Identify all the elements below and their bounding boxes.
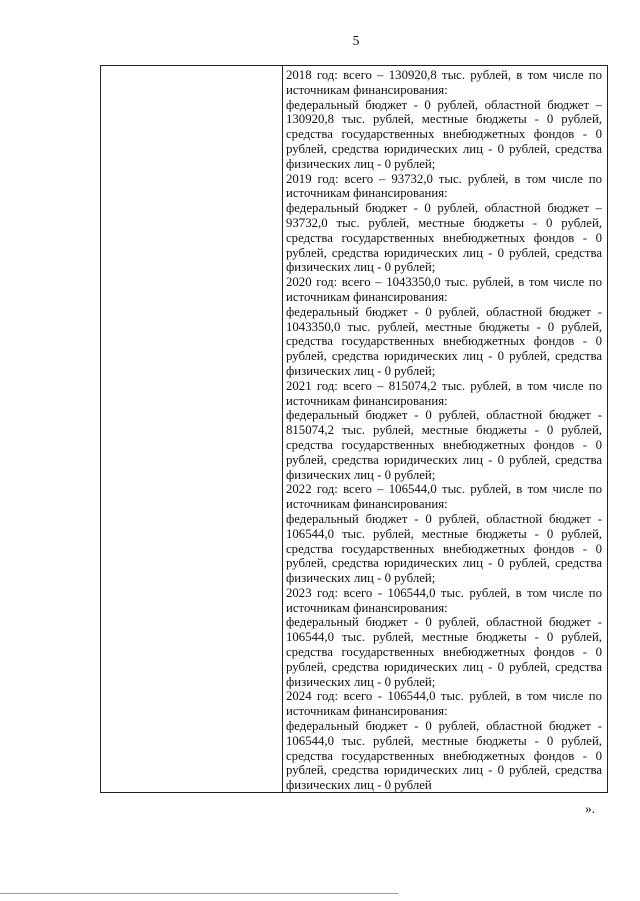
funding-year-entry: [286, 586, 602, 690]
text-line: рублей, средства юридических лиц - 0 рублей, средства: [286, 452, 602, 467]
table-cell-content: [283, 66, 607, 792]
closing-quote-mark: ».: [585, 801, 596, 816]
text-line: источникам финансирования:: [286, 497, 448, 512]
text-line: федеральный бюджет - 0 рублей, областной бюджет -: [286, 304, 602, 319]
text-line: источникам финансирования:: [286, 289, 448, 304]
text-line: источникам финансирования:: [286, 82, 448, 97]
text-line: 2018 год: всего – 130920,8 тыс. рублей, в том числе по: [286, 68, 602, 82]
text-line: источникам финансирования:: [286, 186, 448, 201]
text-line: 1043350,0 тыс. рублей, местные бюджеты - 0 рублей,: [286, 319, 602, 334]
text-line: рублей, средства юридических лиц - 0 рублей, средства: [286, 141, 602, 156]
text-line: федеральный бюджет - 0 рублей, областной бюджет -: [286, 408, 602, 423]
text-line: федеральный бюджет - 0 рублей, областной бюджет –: [286, 97, 602, 112]
text-line: 2019 год: всего – 93732,0 тыс. рублей, в том числе по: [286, 171, 602, 186]
text-line: рублей, средства юридических лиц - 0 рублей, средства: [286, 556, 602, 571]
text-line: физических лиц - 0 рублей;: [286, 156, 436, 171]
text-line: рублей, средства юридических лиц - 0 рублей, средства: [286, 763, 602, 778]
text-line: 2020 год: всего – 1043350,0 тыс. рублей, в том числе по: [286, 275, 602, 290]
text-line: рублей, средства юридических лиц - 0 рублей, средства: [286, 245, 602, 260]
funding-year-entry: [286, 68, 602, 172]
text-line: физических лиц - 0 рублей;: [286, 571, 436, 586]
text-line: средства государственных внебюджетных фондов - 0: [286, 541, 602, 556]
funding-year-entry: [286, 172, 602, 276]
text-line: средства государственных внебюджетных фондов - 0: [286, 230, 602, 245]
funding-year-entry: [286, 275, 602, 379]
text-line: средства государственных внебюджетных фондов - 0: [286, 127, 602, 142]
scan-edge-line: [0, 893, 398, 894]
funding-year-entry: [286, 689, 602, 793]
text-line: 106544,0 тыс. рублей, местные бюджеты - 0 рублей,: [286, 630, 602, 645]
text-line: 2024 год: всего - 106544,0 тыс. рублей, в том числе по: [286, 689, 602, 704]
funding-year-entry: [286, 379, 602, 483]
text-line: средства государственных внебюджетных фондов - 0: [286, 334, 602, 349]
text-line: 2022 год: всего – 106544,0 тыс. рублей, в том числе по: [286, 482, 602, 497]
text-line: 93732,0 тыс. рублей, местные бюджеты - 0 рублей,: [286, 215, 602, 230]
funding-table: [100, 65, 608, 793]
text-line: источникам финансирования:: [286, 704, 448, 719]
text-line: источникам финансирования:: [286, 393, 448, 408]
text-line: средства государственных внебюджетных фондов - 0: [286, 748, 602, 763]
text-line: средства государственных внебюджетных фондов - 0: [286, 645, 602, 660]
text-line: 106544,0 тыс. рублей, местные бюджеты - 0 рублей,: [286, 526, 602, 541]
funding-year-entry: [286, 482, 602, 586]
text-line: средства государственных внебюджетных фондов - 0: [286, 437, 602, 452]
text-line: федеральный бюджет - 0 рублей, областной бюджет -: [286, 615, 602, 630]
text-line: физических лиц - 0 рублей;: [286, 260, 436, 275]
text-line: 2023 год: всего - 106544,0 тыс. рублей, в том числе по: [286, 585, 602, 600]
text-line: 815074,2 тыс. рублей, местные бюджеты - 0 рублей,: [286, 423, 602, 438]
text-line: рублей, средства юридических лиц - 0 рублей, средства: [286, 349, 602, 364]
text-line: физических лиц - 0 рублей;: [286, 467, 436, 482]
text-line: физических лиц - 0 рублей: [286, 778, 432, 793]
text-line: 2021 год: всего – 815074,2 тыс. рублей, в том числе по: [286, 378, 602, 393]
text-line: 106544,0 тыс. рублей, местные бюджеты - 0 рублей,: [286, 733, 602, 748]
text-line: федеральный бюджет - 0 рублей, областной бюджет –: [286, 201, 602, 216]
text-line: источникам финансирования:: [286, 600, 448, 615]
text-line: федеральный бюджет - 0 рублей, областной бюджет -: [286, 719, 602, 734]
text-line: федеральный бюджет - 0 рублей, областной бюджет -: [286, 511, 602, 526]
text-line: рублей, средства юридических лиц - 0 рублей, средства: [286, 659, 602, 674]
text-line: физических лиц - 0 рублей;: [286, 674, 436, 689]
text-line: 130920,8 тыс. рублей, местные бюджеты - 0 рублей,: [286, 112, 602, 127]
text-line: физических лиц - 0 рублей;: [286, 363, 436, 378]
table-cell-label: [101, 66, 283, 792]
page-number: 5: [352, 33, 360, 48]
